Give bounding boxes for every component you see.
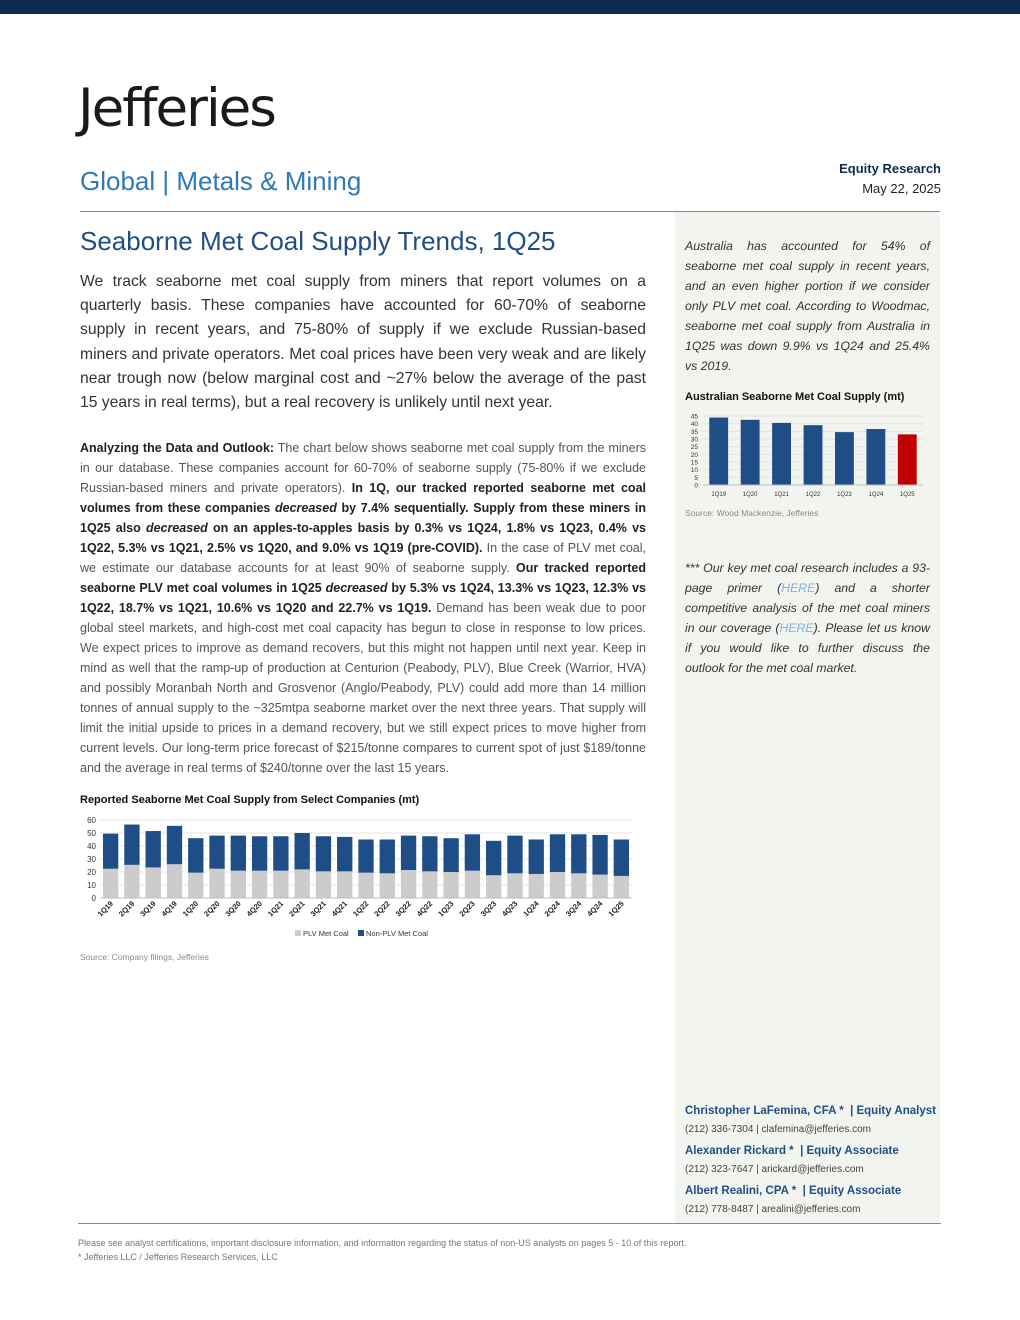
x-tick-label: 1Q21 bbox=[774, 492, 789, 498]
bar-segment bbox=[571, 873, 586, 898]
x-tick-label: 4Q23 bbox=[500, 899, 520, 919]
bar-segment bbox=[592, 835, 607, 875]
side-chart-source: Source: Wood Mackenzie, Jefferies bbox=[685, 508, 819, 518]
bar-segment bbox=[124, 865, 139, 898]
side-chart-title: Australian Seaborne Met Coal Supply (mt) bbox=[685, 391, 905, 403]
sidebar-research-note: *** Our key met coal research includes a 93-page primer (HERE) and a shorter competitive analysis of the met coal miners in our coverage (HERE). Please let us know if you would like to further discuss the outlook for the met coal market. bbox=[685, 561, 930, 675]
y-tick-label: 30 bbox=[690, 436, 698, 444]
y-tick-label: 60 bbox=[87, 816, 96, 825]
bar-segment bbox=[124, 825, 139, 865]
bar-segment bbox=[507, 873, 522, 898]
main-chart-title: Reported Seaborne Met Coal Supply from Select Companies (mt) bbox=[80, 794, 420, 806]
bar-segment bbox=[337, 871, 352, 898]
bar-segment bbox=[465, 834, 480, 870]
bar-segment bbox=[443, 838, 458, 872]
report-date: May 22, 2025 bbox=[862, 181, 941, 196]
bar-segment bbox=[294, 869, 309, 898]
y-tick-label: 25 bbox=[690, 444, 698, 452]
australia-supply-chart bbox=[685, 410, 930, 500]
bar-segment bbox=[507, 836, 522, 874]
x-tick-label: 4Q21 bbox=[329, 899, 350, 919]
bar-segment bbox=[146, 867, 161, 898]
bar-segment bbox=[486, 841, 501, 875]
competitive-analysis-link[interactable]: HERE bbox=[779, 621, 814, 635]
y-tick-label: 0 bbox=[91, 894, 96, 903]
x-tick-label: 1Q19 bbox=[95, 899, 116, 919]
y-tick-label: 10 bbox=[87, 881, 96, 890]
legend-label-non-plv: Non-PLV Met Coal bbox=[366, 929, 428, 938]
analyst-2-name: Alexander Rickard * | Equity Associate bbox=[685, 1145, 899, 1157]
sector-heading: Global | Metals & Mining bbox=[80, 166, 362, 196]
summary-paragraph: We track seaborne met coal supply from miners that report volumes on a quarterly basis. These companies have accounted for 60-70% of seaborne supply in recent years, and 75-80% of supply if we exclude Russian-based miners and private operators. Met coal prices have been very weak and are likely near trough now (below marginal cost and ~27% below the average of the past 15 years in real terms), but a real recovery is unlikely until next year. bbox=[80, 273, 646, 412]
legend-swatch-non-plv bbox=[358, 930, 364, 936]
analysis-text-3: Demand has been weak due to poor global steel markets, and high-cost met coal capacity has begun to close in response to low prices. We expect prices to improve as demand recovers, but this might not happen until next year. Keep in mind as well that the ramp-up of production at Centurion (Peabody, PLV), Blue Creek (Warrior, HVA) and possibly Moranbah North and Grosvenor (Anglo/Peabody, PLV) could add more than 14 million tonnes of annual supply to the ~325mtpa seaborne market over the next three years. That supply will limit the initial upside to prices in a demand recovery, but we still expect prices to move higher from current levels. Our long-term price forecast of $215/tonne compares to current spot of just $189/tonne and the average in real terms of $240/tonne over the last 15 years. bbox=[80, 601, 647, 775]
y-tick-label: 15 bbox=[690, 459, 698, 467]
analysis-text-2: In the case of PLV met coal, we estimate our database accounts for at least 90% of seaborne supply. bbox=[80, 541, 647, 575]
bar-segment bbox=[571, 834, 586, 873]
y-tick-label: 50 bbox=[87, 829, 96, 838]
analyst-2-contact: (212) 323-7647 | arickard@jefferies.com bbox=[685, 1164, 864, 1175]
bar-segment bbox=[401, 870, 416, 898]
analyst-3-name: Albert Realini, CPA * | Equity Associate bbox=[685, 1185, 902, 1197]
x-tick-label: 2Q23 bbox=[457, 899, 477, 919]
x-tick-label: 1Q24 bbox=[521, 899, 541, 919]
x-tick-label: 1Q23 bbox=[436, 899, 456, 919]
bar-segment bbox=[550, 834, 565, 872]
bar-segment bbox=[103, 869, 118, 898]
x-tick-label: 1Q22 bbox=[805, 492, 821, 498]
y-tick-label: 5 bbox=[694, 474, 698, 482]
x-tick-label: 1Q24 bbox=[868, 492, 884, 498]
bar bbox=[866, 429, 885, 485]
y-tick-label: 40 bbox=[87, 842, 96, 851]
bar-segment bbox=[401, 836, 416, 870]
bar-segment bbox=[380, 840, 395, 874]
x-tick-label: 3Q21 bbox=[308, 899, 328, 919]
bar-segment bbox=[188, 873, 203, 898]
bar-segment bbox=[209, 869, 224, 898]
bar-segment bbox=[358, 840, 373, 873]
bar-segment bbox=[231, 836, 246, 871]
report-title: Seaborne Met Coal Supply Trends, 1Q25 bbox=[80, 226, 556, 256]
bar-segment bbox=[529, 840, 544, 874]
primer-link[interactable]: HERE bbox=[781, 581, 816, 595]
y-tick-label: 20 bbox=[87, 868, 96, 877]
bar-segment bbox=[167, 864, 182, 898]
bar-segment bbox=[592, 875, 607, 898]
x-tick-label: 3Q23 bbox=[478, 899, 499, 919]
sidebar-note: Australia has accounted for 54% of seaborne met coal supply in recent years, and an even higher portion if we consider only PLV met coal. According to Woodmac, seaborne met coal supply from Australia in 1Q25 was down 9.9% vs 1Q24 and 25.4% vs 2019. bbox=[685, 239, 930, 373]
bar-segment bbox=[529, 874, 544, 898]
x-tick-label: 2Q22 bbox=[372, 899, 392, 919]
bar-segment bbox=[273, 836, 288, 870]
bar bbox=[804, 425, 823, 485]
bar-segment bbox=[167, 826, 182, 864]
top-bar bbox=[0, 0, 1020, 14]
main-supply-chart bbox=[80, 812, 640, 944]
x-tick-label: 3Q22 bbox=[393, 899, 413, 919]
footer-disclosure: Please see analyst certifications, important disclosure information, and information regarding the status of non-US analysts on pages 5 - 10 of this report. bbox=[78, 1238, 687, 1248]
bar-segment bbox=[614, 876, 629, 898]
bar-segment bbox=[252, 836, 267, 870]
bar-segment bbox=[252, 871, 267, 898]
x-tick-label: 1Q22 bbox=[351, 899, 371, 919]
bar-segment bbox=[337, 837, 352, 871]
x-tick-label: 2Q24 bbox=[542, 899, 562, 919]
x-tick-label: 4Q22 bbox=[414, 899, 435, 919]
x-tick-label: 4Q24 bbox=[585, 899, 605, 919]
x-tick-label: 1Q19 bbox=[711, 492, 727, 498]
analysis-bold-2: Our tracked reported seaborne PLV met coal volumes in 1Q25 decreased by 5.3% vs 1Q24, 13.3% vs 1Q23, 12.3% vs 1Q22, 18.7% vs 1Q21, 10.6% vs 1Q20 and 22.7% vs 1Q19. bbox=[80, 561, 646, 615]
footer-divider bbox=[78, 1223, 941, 1224]
y-tick-label: 30 bbox=[87, 855, 96, 864]
bar-segment bbox=[465, 871, 480, 898]
bar-segment bbox=[146, 831, 161, 867]
x-tick-label: 1Q23 bbox=[837, 492, 852, 498]
bar-segment bbox=[103, 834, 118, 869]
analyst-3-contact: (212) 778-8487 | arealini@jefferies.com bbox=[685, 1204, 861, 1215]
bar-segment bbox=[614, 840, 629, 876]
y-tick-label: 10 bbox=[690, 467, 698, 475]
bar bbox=[898, 434, 917, 485]
x-tick-label: 1Q20 bbox=[180, 899, 201, 919]
x-tick-label: 2Q20 bbox=[202, 899, 222, 919]
x-tick-label: 2Q21 bbox=[287, 899, 307, 919]
x-tick-label: 3Q19 bbox=[138, 899, 158, 919]
analysis-heading: Analyzing the Data and Outlook: bbox=[80, 441, 275, 455]
bar bbox=[835, 432, 854, 485]
y-tick-label: 20 bbox=[690, 451, 698, 459]
footer-entities: * Jefferies LLC / Jefferies Research Services, LLC bbox=[78, 1252, 278, 1262]
report-type: Equity Research bbox=[839, 161, 941, 176]
x-tick-label: 3Q24 bbox=[563, 899, 584, 919]
x-tick-label: 4Q20 bbox=[244, 899, 265, 919]
bar-segment bbox=[231, 871, 246, 898]
x-tick-label: 1Q21 bbox=[265, 899, 286, 919]
y-tick-label: 35 bbox=[690, 428, 698, 436]
legend-swatch-plv bbox=[295, 930, 301, 936]
analysis-bold-1: In 1Q, our tracked reported seaborne met coal volumes from these companies decreased by 7.4% sequentially. Supply from these miners in 1Q25 also decreased on an apples-to-apples basis by 0.3% vs 1Q24, 1.8% vs 1Q23, 0.4% vs 1Q22, 5.3% vs 1Q21, 2.5% vs 1Q20, and 9.0% vs 1Q19 (pre-COVID). bbox=[80, 481, 646, 555]
bar-segment bbox=[550, 872, 565, 898]
x-tick-label: 4Q19 bbox=[159, 899, 179, 919]
x-tick-label: 2Q19 bbox=[116, 899, 137, 919]
bar-segment bbox=[316, 836, 331, 871]
y-tick-label: 40 bbox=[690, 421, 698, 429]
bar-segment bbox=[316, 871, 331, 898]
x-tick-label: 1Q20 bbox=[742, 492, 758, 498]
main-chart-source: Source: Company filings, Jefferies bbox=[80, 952, 209, 962]
x-tick-label: 3Q20 bbox=[223, 899, 243, 919]
analysis-paragraph bbox=[80, 438, 646, 778]
bar-segment bbox=[422, 871, 437, 898]
bar-segment bbox=[294, 833, 309, 869]
analyst-1-contact: (212) 336-7304 | clafemina@jefferies.com bbox=[685, 1124, 871, 1135]
bar-segment bbox=[273, 871, 288, 898]
bar-segment bbox=[358, 873, 373, 898]
bar-segment bbox=[209, 836, 224, 869]
bar bbox=[772, 423, 791, 485]
bar-segment bbox=[188, 838, 203, 872]
bar bbox=[741, 420, 760, 485]
bar-segment bbox=[422, 836, 437, 871]
bar-segment bbox=[486, 875, 501, 898]
bar bbox=[709, 418, 728, 485]
x-tick-label: 1Q25 bbox=[606, 899, 626, 919]
bar-segment bbox=[380, 873, 395, 898]
bar-segment bbox=[443, 872, 458, 898]
analysis-text-1: The chart below shows seaborne met coal supply from the miners in our database. These companies account for 60-70% of seaborne supply (75-80% if we exclude Russian-based miners and private operators). bbox=[80, 441, 646, 495]
analyst-1-name: Christopher LaFemina, CFA * | Equity Analyst bbox=[685, 1105, 936, 1117]
y-tick-label: 0 bbox=[694, 482, 698, 490]
jefferies-logo: Jefferies bbox=[78, 78, 275, 139]
y-tick-label: 45 bbox=[690, 413, 698, 421]
x-tick-label: 1Q25 bbox=[899, 492, 915, 498]
legend-label-plv: PLV Met Coal bbox=[303, 929, 349, 938]
